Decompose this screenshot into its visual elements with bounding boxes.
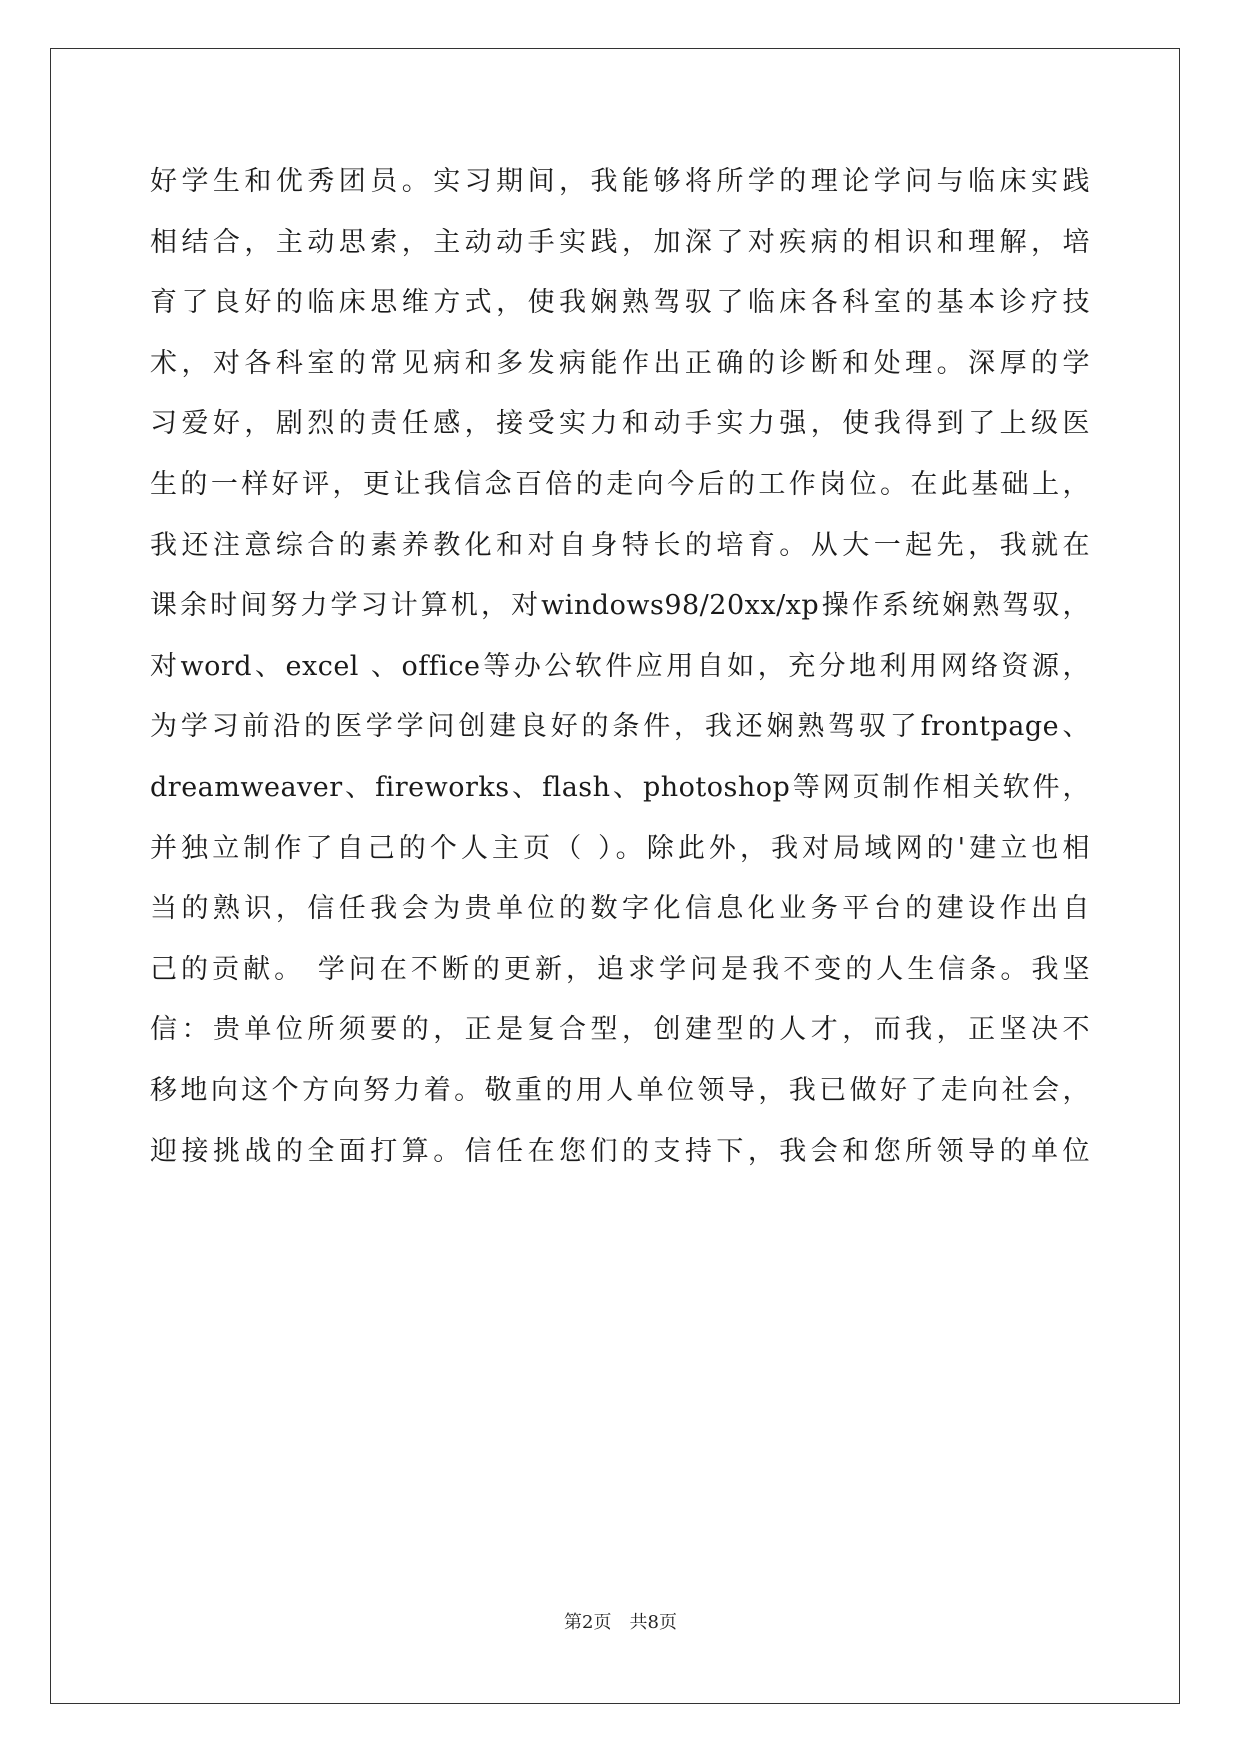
text-line: 迎接挑战的全面打算。信任在您们的支持下，我会和您所领导的单位 <box>150 1135 1090 1167</box>
text-line: 我还注意综合的素养教化和对自身特长的培育。从大一起先，我就在 <box>150 529 1090 561</box>
text-line: 当的熟识，信任我会为贵单位的数字化信息化业务平台的建设作出自 <box>150 893 1090 925</box>
text-line: 课余时间努力学习计算机，对windows98/20xx/xp操作系统娴熟驾驭， <box>150 590 1090 622</box>
text-line: 并独立制作了自己的个人主页（ ）。除此外，我对局域网的'建立也相 <box>150 832 1090 864</box>
text-line: 生的一样好评，更让我信念百倍的走向今后的工作岗位。在此基础上， <box>150 468 1090 500</box>
text-line: 信：贵单位所须要的，正是复合型，创建型的人才，而我，正坚决不 <box>150 1014 1090 1046</box>
document-body <box>150 152 1090 1182</box>
text-line: 对word、excel 、office等办公软件应用自如，充分地利用网络资源， <box>150 650 1090 682</box>
text-line: 术，对各科室的常见病和多发病能作出正确的诊断和处理。深厚的学 <box>150 347 1090 379</box>
page-number-current: 第2页 <box>564 1612 612 1633</box>
text-line: 移地向这个方向努力着。敬重的用人单位领导，我已做好了走向社会， <box>150 1074 1090 1106</box>
text-line: 相结合，主动思索，主动动手实践，加深了对疾病的相识和理解，培 <box>150 226 1090 258</box>
text-line: 好学生和优秀团员。实习期间，我能够将所学的理论学问与临床实践 <box>150 166 1090 197</box>
page-number-total: 共8页 <box>629 1612 677 1633</box>
text-line: 己的贡献。 学问在不断的更新，追求学问是我不变的人生信条。我坚 <box>150 953 1090 985</box>
page-footer <box>0 1608 1241 1634</box>
text-line: 习爱好，剧烈的责任感，接受实力和动手实力强，使我得到了上级医 <box>150 408 1090 440</box>
text-line: 为学习前沿的医学学问创建良好的条件，我还娴熟驾驭了frontpage、 <box>150 711 1090 743</box>
text-line: 育了良好的临床思维方式，使我娴熟驾驭了临床各科室的基本诊疗技 <box>150 287 1090 319</box>
text-line: dreamweaver、fireworks、flash、photoshop等网页制作相关软件， <box>150 771 1090 803</box>
